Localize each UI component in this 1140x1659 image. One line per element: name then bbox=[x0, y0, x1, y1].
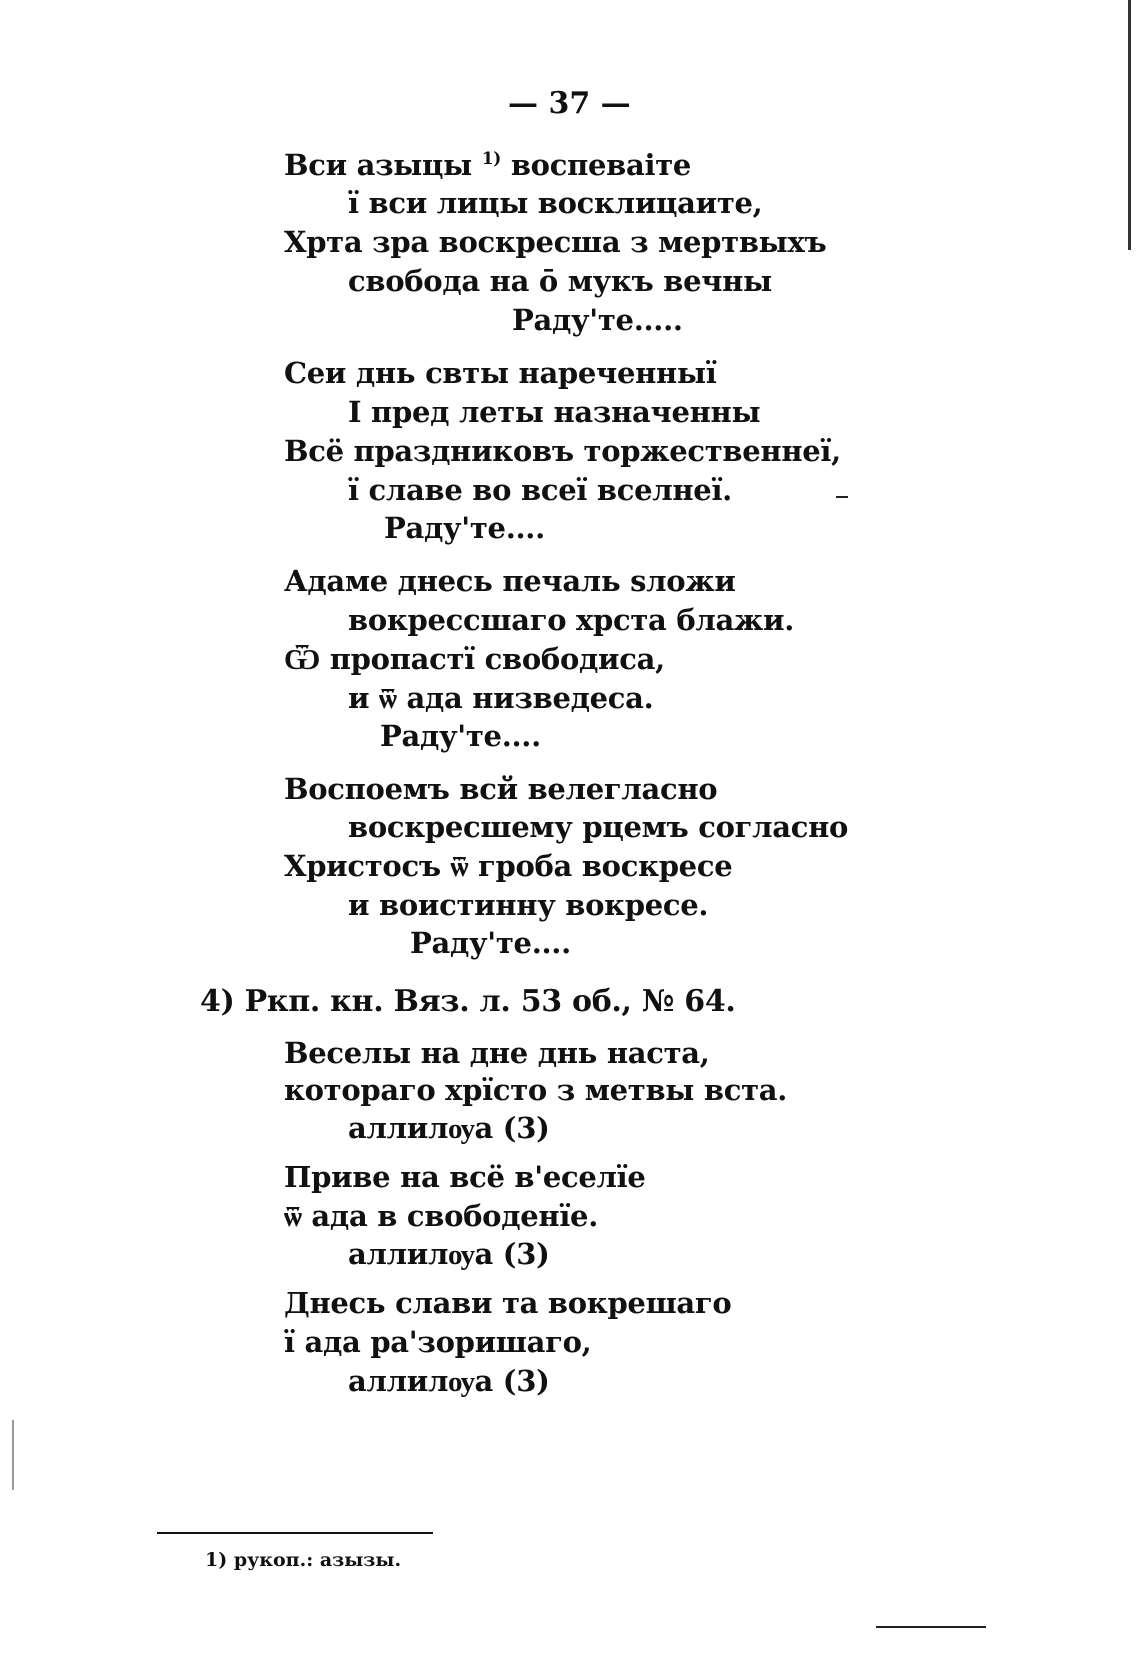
verse-line: вокрессшаго хрста блажи. bbox=[348, 603, 794, 637]
scan-edge-mark bbox=[12, 1420, 14, 1490]
verse-line: І пред леты назначенны bbox=[348, 395, 761, 429]
page-number: — 37 — bbox=[508, 86, 631, 121]
source-reference: 4) Ркп. кн. Вяз. л. 53 об., № 64. bbox=[200, 984, 736, 1019]
scan-edge-mark bbox=[1128, 0, 1131, 250]
verse-line: Воспоемъ всй велегласно bbox=[284, 772, 718, 806]
verse-refrain: аллилѹа (3) bbox=[348, 1237, 550, 1271]
verse-refrain: аллилѹа (3) bbox=[348, 1111, 550, 1145]
verse-line: воскресшему рцемъ согласно bbox=[348, 810, 849, 844]
verse-line: ѿ ада в свободенїе. bbox=[284, 1199, 598, 1233]
verse-refrain: Раду'те.... bbox=[384, 511, 545, 545]
verse-refrain: Раду'те.... bbox=[410, 926, 571, 960]
footnote-ref: 1) bbox=[481, 149, 502, 169]
verse-line: и воистинну вокресе. bbox=[348, 888, 709, 922]
footnote-text: 1) рукоп.: азызы. bbox=[205, 1549, 402, 1571]
verse-line: Приве на всё в'еселїе bbox=[284, 1160, 646, 1194]
verse-line: Христосъ ѿ гроба воскресе bbox=[284, 849, 733, 883]
footnote-divider bbox=[157, 1532, 433, 1534]
verse-line: Сеи днь свты нареченныї bbox=[284, 356, 717, 390]
verse-line: Веселы на дне днь наста, bbox=[284, 1036, 710, 1070]
scan-edge-mark bbox=[876, 1626, 986, 1628]
verse-line: Ѿ пропастї свободиса, bbox=[284, 642, 665, 676]
verse-line: Хрта зра воскресша з мертвыхъ bbox=[284, 225, 827, 259]
verse-line: и ѿ ада низведеса. bbox=[348, 681, 654, 715]
verse-line: Адаме днесь печаль ѕложи bbox=[284, 564, 736, 598]
scan-speck bbox=[836, 496, 848, 498]
verse-line: ї ада ра'зоришаго, bbox=[284, 1325, 592, 1359]
verse-line: свобода на ō мукъ вечны bbox=[348, 264, 772, 298]
verse-line: Вси азыцы $^{1)}$ воспеваіте bbox=[284, 148, 692, 182]
verse-line: ї славе во всеї вселнеї. bbox=[348, 473, 732, 507]
verse-line: Днесь слави та вокрешаго bbox=[284, 1286, 732, 1320]
verse-refrain: аллилѹа (3) bbox=[348, 1364, 550, 1398]
verse-refrain: Раду'те..... bbox=[512, 303, 683, 337]
verse-line: котораго хрїсто з метвы вста. bbox=[284, 1073, 788, 1107]
verse-line: Всё праздниковъ торжественнеї, bbox=[284, 434, 841, 468]
verse-refrain: Раду'те.... bbox=[380, 719, 541, 753]
verse-line: ї вси лицы восклицаите, bbox=[348, 186, 763, 220]
